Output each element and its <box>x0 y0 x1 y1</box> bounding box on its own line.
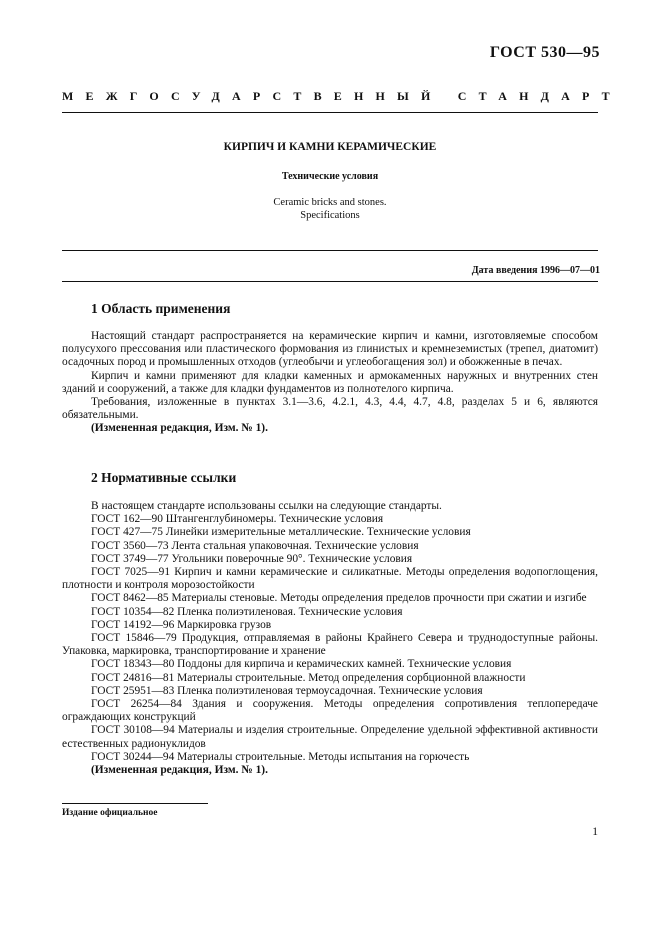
section1-paragraph: Настоящий стандарт распространяется на керамические кирпич и камни, изготовляемые способом полусухого прессования или пластического формования из глинистых и кремнеземистых (трепел, диатомит) осадочных пород и промышленных отходов (углеобычи и углеобогащения зол) и обожженные в печах. <box>62 330 598 369</box>
page-number: 1 <box>592 826 598 838</box>
reference-item: ГОСТ 30108—94 Материалы и изделия строительные. Определение удельной эффективной активности естественных радионуклидов <box>62 724 598 750</box>
date-rule <box>62 281 598 282</box>
reference-item: ГОСТ 14192—96 Маркировка грузов <box>91 618 272 631</box>
document-title: КИРПИЧ И КАМНИ КЕРАМИЧЕСКИЕ <box>223 141 437 153</box>
reference-item: ГОСТ 18343—80 Поддоны для кирпича и керамических камней. Технические условия <box>91 658 512 671</box>
document-code: ГОСТ 530—95 <box>489 44 600 61</box>
reference-item: ГОСТ 24816—81 Материалы строительные. Метод определения сорбционной влажности <box>91 671 526 684</box>
reference-item: ГОСТ 26254—84 Здания и сооружения. Методы определения сопротивления теплопередаче ограждающих конструкций <box>62 698 598 724</box>
standard-type-banner: МЕЖГОСУДАРСТВЕННЫЙ СТАНДАРТ <box>62 89 622 103</box>
reference-item: ГОСТ 30244—94 Материалы строительные. Методы испытания на горючесть <box>91 750 470 763</box>
reference-item: ГОСТ 7025—91 Кирпич и камни керамические и силикатные. Методы определения водопоглощения, плотности и контроля морозостойкости <box>62 566 598 592</box>
footer-rule <box>62 803 208 804</box>
reference-item: ГОСТ 3749—77 Угольники поверочные 90°. Технические условия <box>91 552 413 565</box>
reference-item: ГОСТ 15846—79 Продукция, отправляемая в районы Крайнего Севера и труднодоступные районы. Упаковка, маркировка, транспортирование и хранение <box>62 632 598 658</box>
reference-item: ГОСТ 8462—85 Материалы стеновые. Методы определения пределов прочности при сжатии и изгибе <box>91 592 587 605</box>
section1-heading: 1 Область применения <box>91 301 231 316</box>
reference-item: ГОСТ 10354—82 Пленка полиэтиленовая. Технические условия <box>91 605 403 618</box>
document-subtitle: Технические условия <box>281 171 379 182</box>
top-rule <box>62 112 598 113</box>
section2-heading: 2 Нормативные ссылки <box>91 470 237 485</box>
english-title <box>62 196 598 222</box>
section2-intro: В настоящем стандарте использованы ссылки на следующие стандарты. <box>91 500 442 512</box>
edition-label: Издание официальное <box>62 808 158 818</box>
section1-amendment-note: (Измененная редакция, Изм. № 1). <box>91 422 268 435</box>
reference-item: ГОСТ 25951—83 Пленка полиэтиленовая термоусадочная. Технические условия <box>91 684 483 697</box>
section2-amendment-note: (Измененная редакция, Изм. № 1). <box>91 764 268 777</box>
english-title-line1: Ceramic bricks and stones. <box>273 197 387 208</box>
english-title-line2: Specifications <box>300 210 360 221</box>
reference-item: ГОСТ 162—90 Штангенглубиномеры. Технические условия <box>91 513 384 526</box>
reference-item: ГОСТ 427—75 Линейки измерительные металлические. Технические условия <box>91 526 471 539</box>
reference-item: ГОСТ 3560—73 Лента стальная упаковочная. Технические условия <box>91 539 419 552</box>
introduction-date: Дата введения 1996—07—01 <box>471 265 600 276</box>
section1-body <box>62 330 598 436</box>
title-rule <box>62 250 598 251</box>
section1-paragraph: Требования, изложенные в пунктах 3.1—3.6, 4.2.1, 4.3, 4.4, 4.7, 4.8, разделах 5 и 6, являются обязательными. <box>62 396 598 422</box>
section1-paragraph: Кирпич и камни применяют для кладки каменных и армокаменных наружных и внутренних стен зданий и сооружений, а также для кладки фундаментов из полнотелого кирпича. <box>62 369 598 395</box>
section2-body <box>62 500 598 777</box>
